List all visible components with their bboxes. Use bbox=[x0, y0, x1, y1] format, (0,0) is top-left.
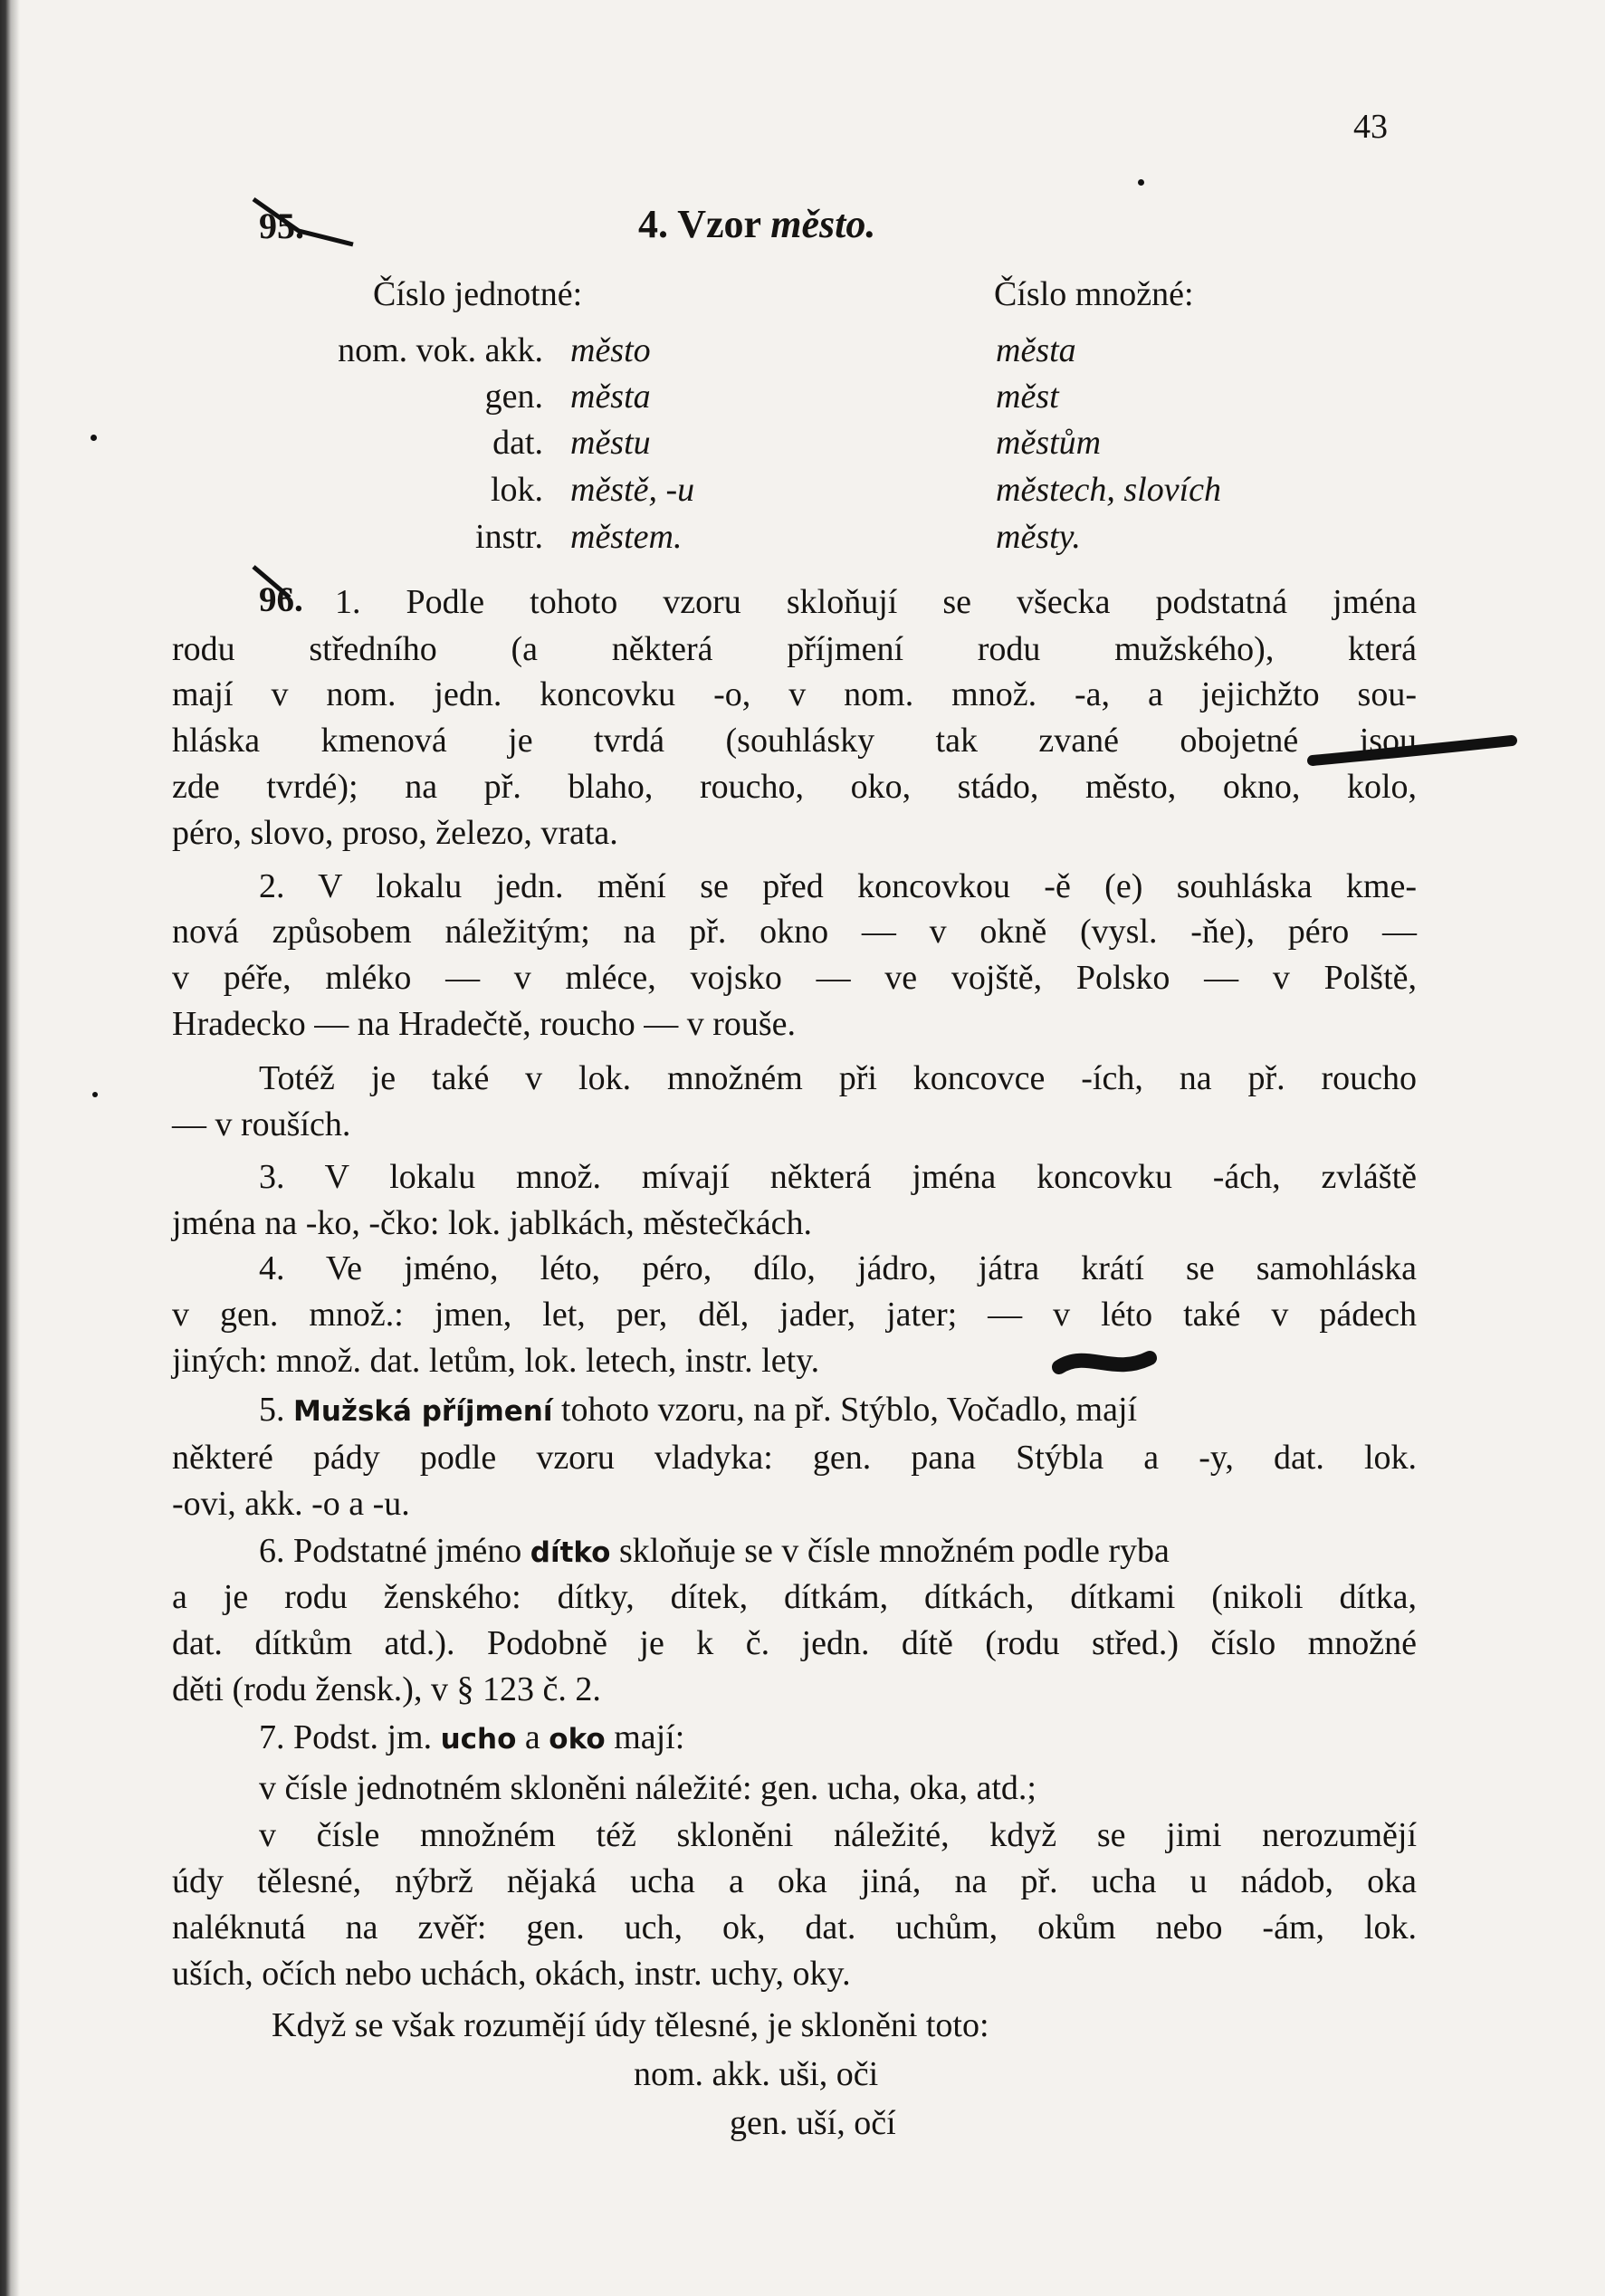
singular-form: městem. bbox=[570, 518, 683, 556]
ink-scribble-mark bbox=[246, 561, 319, 616]
section-number: 95. bbox=[259, 206, 304, 246]
text-line: nom. akk. uši, oči bbox=[634, 2055, 879, 2093]
text-line: naléknutá na zvěř: gen. uch, ok, dat. uchům, okům nebo -ám, lok. bbox=[172, 1909, 1417, 1947]
text-line: rodu středního (a některá příjmení rodu mužského), která bbox=[172, 630, 1417, 668]
page-number: 43 bbox=[1353, 108, 1388, 146]
text-line: děti (rodu žensk.), v § 123 č. 2. bbox=[172, 1670, 601, 1708]
text-line: -ovi, akk. -o a -u. bbox=[172, 1485, 410, 1523]
ink-dot bbox=[91, 435, 97, 441]
ink-dot bbox=[1138, 179, 1144, 186]
text-line: Totéž je také v lok. množném při koncovce -ích, na př. roucho bbox=[259, 1059, 1417, 1097]
singular-form: městě, -u bbox=[570, 471, 695, 509]
item-number: 5. bbox=[259, 1391, 285, 1429]
text-fragment: skloňuje se v čísle množném podle ryba bbox=[618, 1532, 1170, 1570]
text-fragment: mají: bbox=[614, 1718, 685, 1756]
plural-heading: Číslo množné: bbox=[994, 275, 1194, 313]
plural-form: městech, slovích bbox=[996, 471, 1222, 509]
text-line: péro, slovo, proso, železo, vrata. bbox=[172, 814, 618, 852]
text-fragment: 6. Podstatné jméno bbox=[259, 1532, 522, 1570]
emphasis-term: dítko bbox=[530, 1536, 611, 1569]
ink-smudge-mark bbox=[1304, 724, 1521, 779]
title-prefix: 4. Vzor bbox=[638, 202, 761, 246]
ink-dot bbox=[92, 1092, 98, 1097]
text-line: údy tělesné, nýbrž nějaká ucha a oka jiná, na př. ucha u nádob, oka bbox=[172, 1862, 1417, 1900]
case-label: gen. bbox=[484, 378, 543, 416]
text-line: 1. Podle tohoto vzoru skloňují se všecka podstatná jména bbox=[335, 583, 1417, 621]
text-line: v gen. množ.: jmen, let, per, děl, jader, jater; — v léto také v pádech bbox=[172, 1296, 1417, 1334]
text-line: některé pády podle vzoru vladyka: gen. pana Stýbla a -y, dat. lok. bbox=[172, 1439, 1417, 1477]
text-line: uších, očích nebo uchách, okách, instr. uchy, oky. bbox=[172, 1955, 851, 1993]
singular-form: městu bbox=[570, 424, 651, 462]
text-line: a je rodu ženského: dítky, dítek, dítkám, dítkách, dítkami (nikoli dítka, bbox=[172, 1578, 1417, 1616]
ink-smudge-mark bbox=[1050, 1331, 1159, 1394]
emphasis-term: oko bbox=[549, 1723, 606, 1755]
text-line: 4. Ve jméno, léto, péro, dílo, jádro, játra krátí se samohláska bbox=[259, 1249, 1417, 1287]
paragraph-number: 96. bbox=[259, 580, 303, 619]
text-line: jména na -ko, -čko: lok. jablkách, městečkách. bbox=[172, 1204, 812, 1242]
text-line bbox=[259, 1389, 1137, 1432]
case-label: dat. bbox=[492, 424, 543, 462]
section-title bbox=[638, 201, 875, 247]
plural-form: města bbox=[996, 331, 1076, 369]
emphasis-term: Mužská příjmení bbox=[293, 1395, 553, 1428]
text-line: v péře, mléko — v mléce, vojsko — ve vojště, Polsko — v Polště, bbox=[172, 959, 1417, 997]
plural-form: měst bbox=[996, 378, 1059, 416]
text-line: v čísle množném též skloněni náležité, když se jimi nerozumějí bbox=[259, 1816, 1417, 1854]
text-line: 2. V lokalu jedn. mění se před koncovkou -ě (e) souhláska kme- bbox=[259, 867, 1417, 905]
text-line: jiných: množ. dat. letům, lok. letech, instr. lety. bbox=[172, 1342, 820, 1380]
ink-scribble-mark bbox=[244, 190, 362, 254]
plural-form: městy. bbox=[996, 518, 1081, 556]
emphasis-term: ucho bbox=[440, 1723, 517, 1755]
text-line: nová způsobem náležitým; na př. okno — v okně (vysl. -ňe), péro — bbox=[172, 913, 1417, 951]
case-label: nom. vok. akk. bbox=[338, 331, 543, 369]
text-line bbox=[259, 1530, 1170, 1574]
text-line: dat. dítkům atd.). Podobně je k č. jedn. dítě (rodu střed.) číslo množné bbox=[172, 1624, 1417, 1662]
text-line: v čísle jednotném skloněni náležité: gen. ucha, oka, atd.; bbox=[259, 1769, 1037, 1807]
scan-binding-edge bbox=[0, 0, 20, 2296]
text-fragment: tohoto vzoru, na př. Stýblo, Vočadlo, mají bbox=[561, 1391, 1138, 1429]
text-fragment: a bbox=[524, 1718, 540, 1756]
plural-form: městům bbox=[996, 424, 1102, 462]
text-line: 3. V lokalu množ. mívají některá jména koncovku -ách, zvláště bbox=[259, 1158, 1417, 1196]
text-line: zde tvrdé); na př. blaho, roucho, oko, stádo, město, okno, kolo, bbox=[172, 768, 1417, 806]
text-line: Když se však rozumějí údy tělesné, je skloněni toto: bbox=[272, 2006, 989, 2044]
text-line: Hradecko — na Hradečtě, roucho — v rouše. bbox=[172, 1005, 797, 1043]
case-label: instr. bbox=[475, 518, 543, 556]
text-line: hláska kmenová je tvrdá (souhlásky tak zvané obojetné jsou bbox=[172, 722, 1417, 760]
singular-form: města bbox=[570, 378, 651, 416]
singular-form: město bbox=[570, 331, 651, 369]
text-line: — v rouších. bbox=[172, 1105, 351, 1143]
title-word: město. bbox=[770, 202, 876, 246]
text-line: mají v nom. jedn. koncovku -o, v nom. množ. -a, a jejichžto sou- bbox=[172, 675, 1417, 713]
text-line bbox=[259, 1717, 684, 1760]
case-label: lok. bbox=[490, 471, 543, 509]
text-line: gen. uší, očí bbox=[730, 2104, 896, 2142]
singular-heading: Číslo jednotné: bbox=[373, 275, 583, 313]
text-fragment: 7. Podst. jm. bbox=[259, 1718, 433, 1756]
